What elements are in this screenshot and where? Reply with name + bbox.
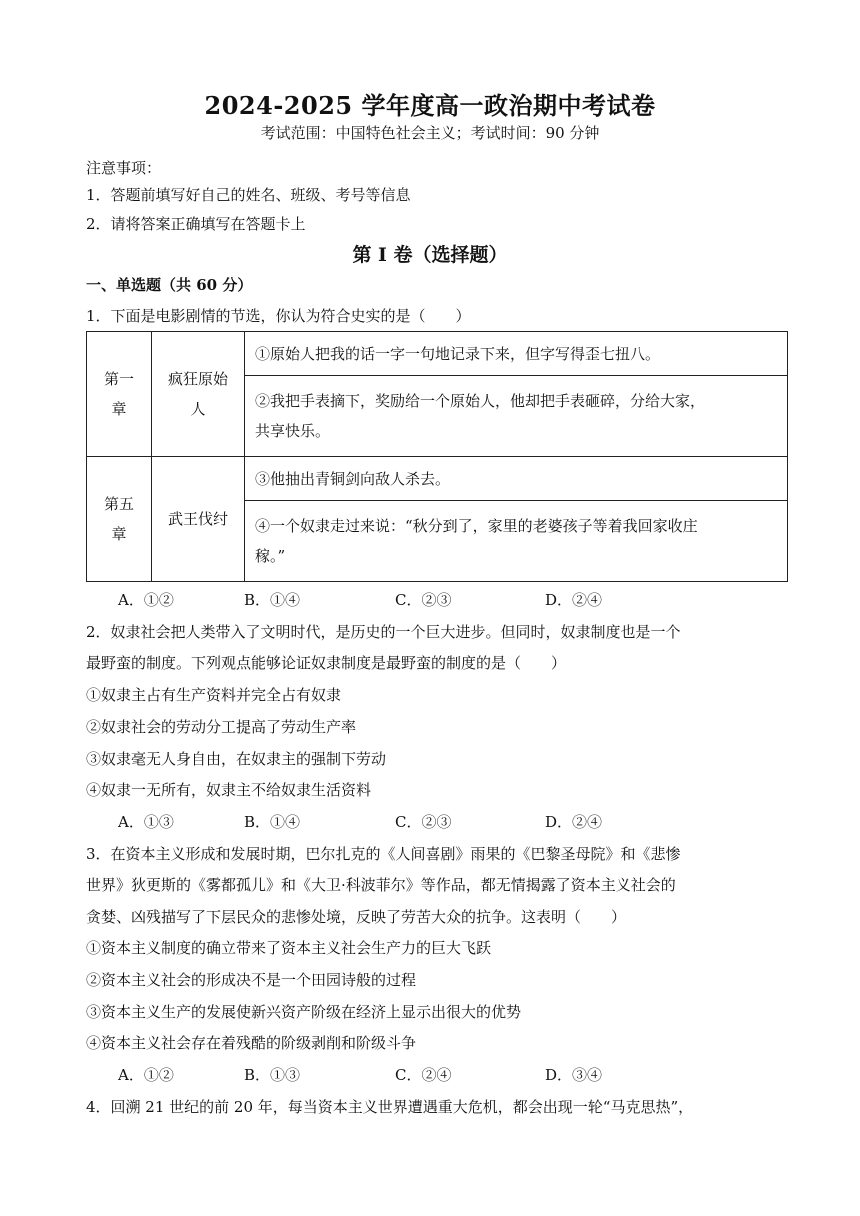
question-2-item: ④奴隶一无所有，奴隶主不给奴隶生活资料 (86, 781, 372, 799)
question-3-item: ③资本主义生产的发展使新兴资产阶级在经济上显示出很大的优势 (86, 1003, 522, 1021)
option-a: A．①② (118, 1066, 174, 1084)
story-line: ①原始人把我的话一字一句地记录下来，但字写得歪七扭八。 (245, 332, 788, 376)
chapter-cell: 第五 章 (87, 457, 152, 582)
notice-heading: 注意事项： (86, 159, 162, 177)
option-d: D．②④ (545, 591, 603, 609)
notice-item: 1．答题前填写好自己的姓名、班级、考号等信息 (86, 186, 411, 204)
option-b: B．①④ (244, 813, 301, 831)
question-2-item: ①奴隶主占有生产资料并完全占有奴隶 (86, 686, 342, 704)
exam-subtitle: 考试范围：中国特色社会主义；考试时间：90 分钟 (260, 124, 600, 142)
question-1-stem: 1．下面是电影剧情的节选，你认为符合史实的是（ ） (86, 307, 471, 325)
notice-item: 2．请将答案正确填写在答题卡上 (86, 215, 306, 233)
question-2-stem: 2．奴隶社会把人类带入了文明时代，是历史的一个巨大进步。但同时，奴隶制度也是一个 (86, 623, 681, 641)
option-b: B．①④ (244, 591, 301, 609)
topic-cell: 武王伐纣 (152, 457, 245, 582)
question-2-item: ③奴隶毫无人身自由，在奴隶主的强制下劳动 (86, 750, 387, 768)
topic-cell: 疯狂原始 人 (152, 332, 245, 457)
question-3-item: ②资本主义社会的形成决不是一个田园诗般的过程 (86, 971, 417, 989)
story-line: ③他抽出青铜剑向敌人杀去。 (245, 457, 788, 501)
option-c: C．②③ (395, 591, 452, 609)
chapter-cell: 第一 章 (87, 332, 152, 457)
question-2-stem: 最野蛮的制度。下列观点能够论证奴隶制度是最野蛮的制度的是（ ） (86, 654, 567, 672)
option-b: B．①③ (244, 1066, 301, 1084)
section-title: 第 I 卷（选择题） (352, 244, 508, 266)
story-line: ④一个奴隶走过来说：“秋分到了，家里的老婆孩子等着我回家收庄 稼。” (245, 501, 788, 582)
option-d: D．③④ (545, 1066, 603, 1084)
question-4-stem: 4．回溯 21 世纪的前 20 年，每当资本主义世界遭遇重大危机，都会出现一轮“马克思热”， (86, 1098, 694, 1116)
question-3-stem: 贪婪、凶残描写了下层民众的悲惨处境，反映了劳苦大众的抗争。这表明（ ） (86, 908, 627, 926)
option-a: A．①③ (118, 813, 174, 831)
question-3-stem: 世界》狄更斯的《雾都孤儿》和《大卫·科波菲尔》等作品，都无情揭露了资本主义社会的 (86, 876, 676, 894)
exam-title: 2024-2025 学年度高一政治期中考试卷 (204, 91, 656, 120)
option-c: C．②③ (395, 813, 452, 831)
question-1-options (118, 589, 602, 610)
option-a: A．①② (118, 591, 174, 609)
question-2-options (118, 811, 602, 832)
option-d: D．②④ (545, 813, 603, 831)
question-3-stem: 3．在资本主义形成和发展时期，巴尔扎克的《人间喜剧》雨果的《巴黎圣母院》和《悲惨 (86, 845, 681, 863)
part-heading: 一、单选题（共 60 分） (86, 276, 253, 294)
option-c: C．②④ (395, 1066, 452, 1084)
question-1-table (86, 331, 788, 582)
question-3-options (118, 1064, 602, 1085)
question-2-item: ②奴隶社会的劳动分工提高了劳动生产率 (86, 718, 357, 736)
question-3-item: ①资本主义制度的确立带来了资本主义社会生产力的巨大飞跃 (86, 939, 492, 957)
story-line: ②我把手表摘下，奖励给一个原始人，他却把手表砸碎，分给大家， 共享快乐。 (245, 376, 788, 457)
question-3-item: ④资本主义社会存在着残酷的阶级剥削和阶级斗争 (86, 1034, 417, 1052)
